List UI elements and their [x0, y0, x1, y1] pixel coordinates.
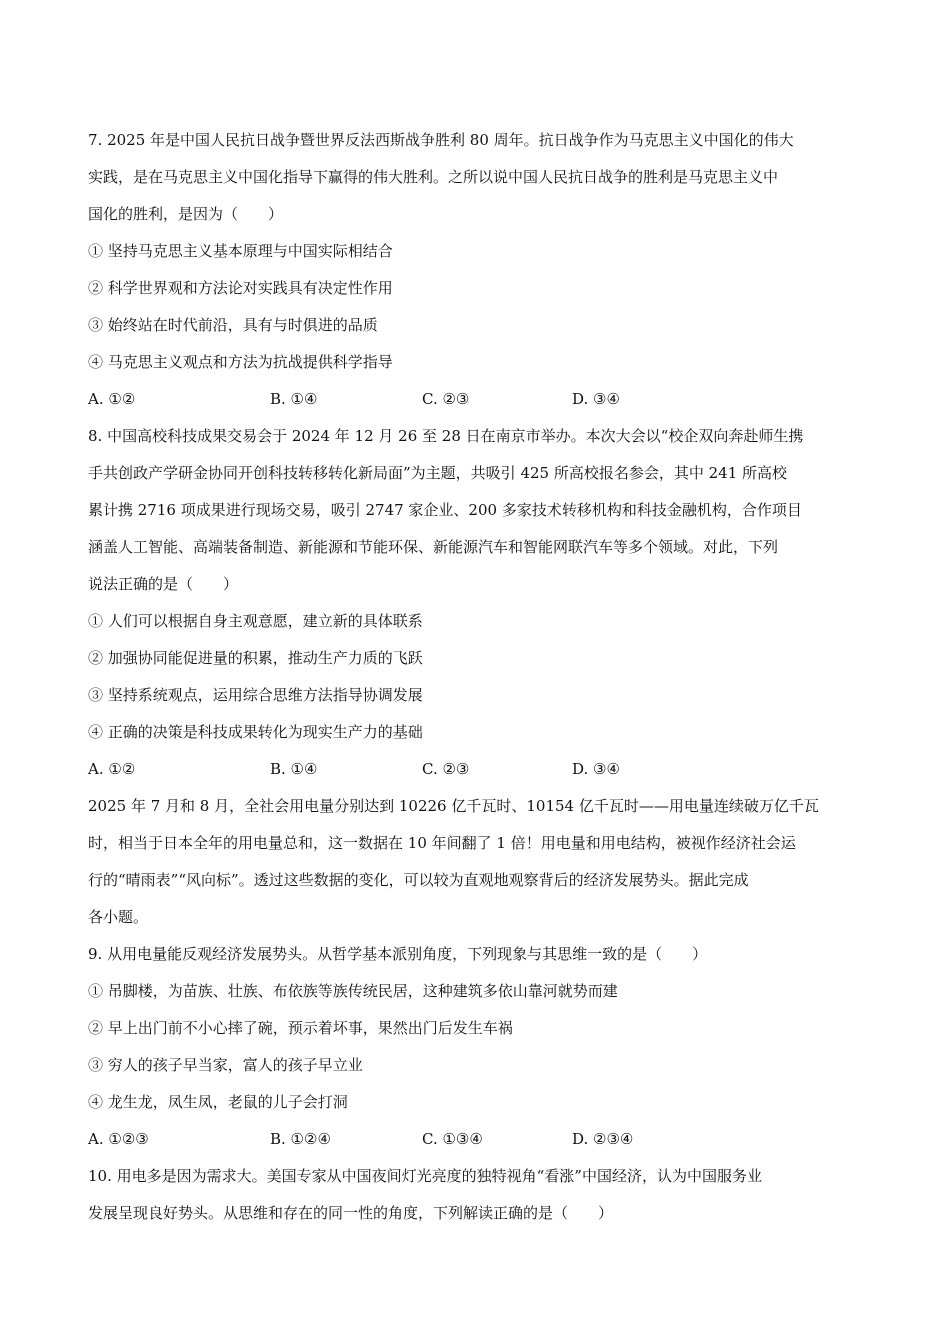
option-a: A. ①② [88, 760, 136, 778]
statement-item: ① 坚持马克思主义基本原理与中国实际相结合 [88, 242, 393, 260]
question-7 [88, 122, 878, 418]
question-stem-line: 累计携 2716 项成果进行现场交易，吸引 2747 家企业、200 多家技术转移机构和科技金融机构，合作项目 [88, 501, 802, 519]
option-c: C. ①③④ [422, 1130, 483, 1148]
statement-item: ② 早上出门前不小心摔了碗，预示着坏事，果然出门后发生车祸 [88, 1019, 513, 1037]
question-stem-line: 7. 2025 年是中国人民抗日战争暨世界反法西斯战争胜利 80 周年。抗日战争作为马克思主义中国化的伟大 [88, 131, 794, 149]
option-b: B. ①②④ [270, 1130, 331, 1148]
question-10 [88, 1158, 878, 1232]
option-d: D. ③④ [572, 760, 620, 778]
material-line: 时，相当于日本全年的用电量总和，这一数据在 10 年间翻了 1 倍！用电量和用电结构，被视作经济社会运 [88, 834, 796, 852]
question-stem-line: 10. 用电多是因为需求大。美国专家从中国夜间灯光亮度的独特视角“看涨”中国经济，认为中国服务业 [88, 1167, 762, 1185]
question-stem-line: 手共创政产学研金协同开创科技转移转化新局面”为主题，共吸引 425 所高校报名参会，其中 241 所高校 [88, 464, 788, 482]
answer-options [88, 381, 878, 418]
answer-options [88, 751, 878, 788]
question-8 [88, 418, 878, 788]
question-stem-line: 9. 从用电量能反观经济发展势头。从哲学基本派别角度，下列现象与其思维一致的是（ ） [88, 945, 708, 963]
option-d: D. ③④ [572, 390, 620, 408]
question-9 [88, 936, 878, 1158]
exam-page [88, 122, 878, 1232]
option-c: C. ②③ [422, 390, 470, 408]
option-c: C. ②③ [422, 760, 470, 778]
option-b: B. ①④ [270, 390, 318, 408]
question-stem-line: 实践，是在马克思主义中国化指导下赢得的伟大胜利。之所以说中国人民抗日战争的胜利是马克思主义中 [88, 168, 779, 186]
question-stem-line: 涵盖人工智能、高端装备制造、新能源和节能环保、新能源汽车和智能网联汽车等多个领域。对此，下列 [88, 538, 779, 556]
statement-item: ④ 正确的决策是科技成果转化为现实生产力的基础 [88, 723, 423, 741]
statement-item: ④ 龙生龙，凤生凤，老鼠的儿子会打洞 [88, 1093, 348, 1111]
statement-item: ② 科学世界观和方法论对实践具有决定性作用 [88, 279, 393, 297]
statement-item: ③ 坚持系统观点，运用综合思维方法指导协调发展 [88, 686, 423, 704]
question-stem-line: 说法正确的是（ ） [88, 575, 239, 593]
material-passage [88, 788, 878, 936]
material-line: 2025 年 7 月和 8 月，全社会用电量分别达到 10226 亿千瓦时、10154 亿千瓦时——用电量连续破万亿千瓦 [88, 797, 819, 815]
statement-item: ② 加强协同能促进量的积累，推动生产力质的飞跃 [88, 649, 423, 667]
statement-item: ① 吊脚楼，为苗族、壮族、布依族等族传统民居，这种建筑多依山靠河就势而建 [88, 982, 618, 1000]
question-stem-line: 8. 中国高校科技成果交易会于 2024 年 12 月 26 至 28 日在南京市举办。本次大会以“校企双向奔赴师生携 [88, 427, 804, 445]
statement-item: ① 人们可以根据自身主观意愿，建立新的具体联系 [88, 612, 423, 630]
option-d: D. ②③④ [572, 1130, 634, 1148]
option-b: B. ①④ [270, 760, 318, 778]
statement-item: ③ 穷人的孩子早当家，富人的孩子早立业 [88, 1056, 363, 1074]
answer-options [88, 1121, 878, 1158]
material-line: 各小题。 [88, 908, 149, 926]
option-a: A. ①②③ [88, 1130, 149, 1148]
question-stem-line: 国化的胜利，是因为（ ） [88, 205, 284, 223]
material-line: 行的“晴雨表”“风向标”。透过这些数据的变化，可以较为直观地观察背后的经济发展势头。据此完成 [88, 871, 749, 889]
statement-item: ③ 始终站在时代前沿，具有与时俱进的品质 [88, 316, 378, 334]
statement-item: ④ 马克思主义观点和方法为抗战提供科学指导 [88, 353, 393, 371]
option-a: A. ①② [88, 390, 136, 408]
question-stem-line: 发展呈现良好势头。从思维和存在的同一性的角度，下列解读正确的是（ ） [88, 1204, 614, 1222]
